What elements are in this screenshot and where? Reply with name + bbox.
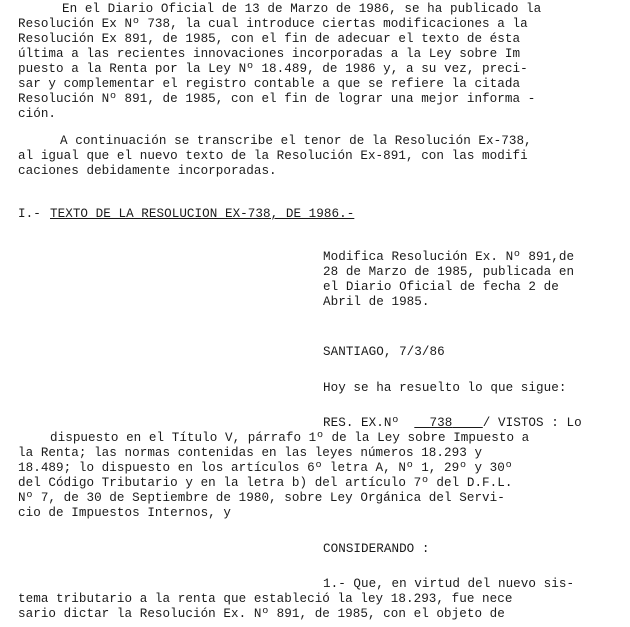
transcription-line: al igual que el nuevo texto de la Resolución Ex-891, con las modifi (18, 149, 528, 163)
intro-line: En el Diario Oficial de 13 de Marzo de 1986, se ha publicado la (62, 2, 542, 16)
intro-line: Resolución Ex 891, de 1985, con el fin de adecuar el texto de ésta (18, 32, 521, 46)
section-number: I.- (18, 207, 41, 221)
considering-line: sario dictar la Resolución Ex. Nº 891, de 1985, con el objeto de (18, 607, 505, 621)
considering-heading: CONSIDERANDO : (323, 542, 430, 556)
transcription-line: caciones debidamente incorporadas. (18, 164, 277, 178)
resolution-header (323, 416, 582, 431)
modifies-line: Modifica Resolución Ex. Nº 891,de (323, 250, 575, 264)
resolved-statement: Hoy se ha resuelto lo que sigue: (323, 381, 567, 395)
modifies-line: Abril de 1985. (323, 295, 430, 309)
resolution-line: dispuesto en el Título V, párrafo 1º de la Ley sobre Impuesto a (50, 431, 530, 445)
transcription-line: A continuación se transcribe el tenor de la Resolución Ex-738, (60, 134, 532, 148)
modifies-line: 28 de Marzo de 1985, publicada en (323, 265, 575, 279)
considering-line: tema tributario a la renta que estableció la ley 18.293, fue nece (18, 592, 513, 606)
place-date: SANTIAGO, 7/3/86 (323, 345, 445, 359)
resolution-line: Nº 7, de 30 de Septiembre de 1980, sobre Ley Orgánica del Servi- (18, 491, 505, 505)
section-title: TEXTO DE LA RESOLUCION EX-738, DE 1986.- (50, 207, 355, 221)
intro-line: Resolución Ex Nº 738, la cual introduce ciertas modificaciones a la (18, 17, 528, 31)
intro-line: última a las recientes innovaciones incorporadas a la Ley sobre Im (18, 47, 521, 61)
resolution-line: la Renta; las normas contenidas en las leyes números 18.293 y (18, 446, 483, 460)
considering-first-line: 1.- Que, en virtud del nuevo sis- (323, 577, 575, 591)
intro-line: ción. (18, 107, 57, 121)
resolution-prefix: RES. EX.Nº (323, 416, 400, 430)
intro-line: sar y complementar el registro contable a que se refiere la citada (18, 77, 521, 91)
resolution-line: del Código Tributario y en la letra b) del artículo 7º del D.F.L. (18, 476, 513, 490)
intro-line: Resolución Nº 891, de 1985, con el fin de lograr una mejor informa - (18, 92, 536, 106)
modifies-line: el Diario Oficial de fecha 2 de (323, 280, 559, 294)
intro-line: puesto a la Renta por la Ley Nº 18.489, de 1986 y, a su vez, preci- (18, 62, 528, 76)
resolution-suffix: / VISTOS : Lo (482, 416, 582, 430)
resolution-line: cio de Impuestos Internos, y (18, 506, 232, 520)
resolution-line: 18.489; lo dispuesto en los artículos 6º letra A, Nº 1, 29º y 30º (18, 461, 513, 475)
resolution-number: 738 (429, 416, 453, 430)
